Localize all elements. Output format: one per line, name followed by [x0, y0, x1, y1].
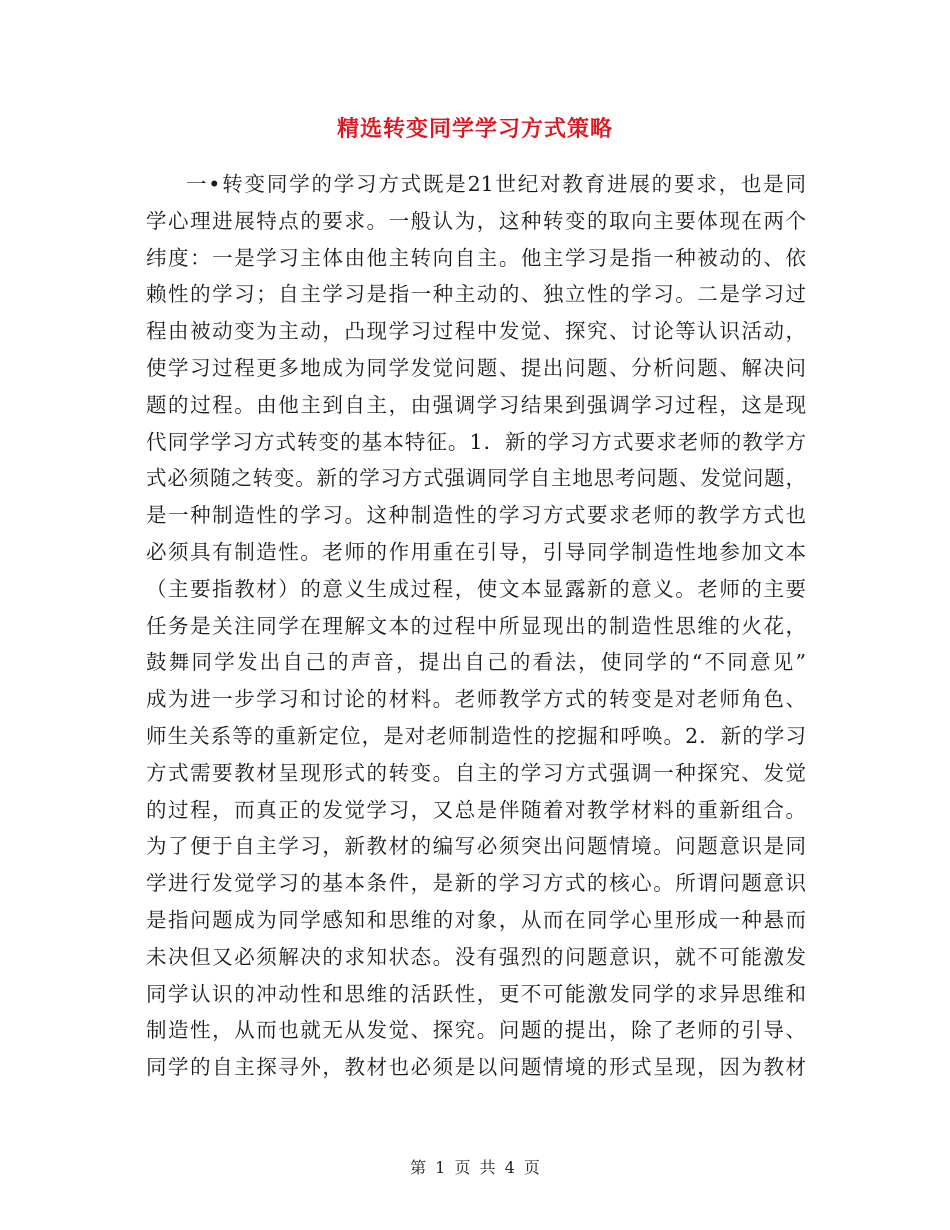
text-line: 同学的自主探寻外，教材也必须是以问题情境的形式呈现，因为教材	[146, 1055, 806, 1080]
text-line: 是指问题成为同学感知和思维的对象，从而在同学心里形成一种悬而	[146, 907, 806, 932]
text-line: 鼓舞同学发出自己的声音，提出自己的看法，使同学的“不同意见”	[146, 650, 806, 675]
page-title: 精选转变同学学习方式策略	[336, 116, 613, 142]
text-line: 题的过程。由他主到自主，由强调学习结果到强调学习过程，这是现	[146, 392, 806, 417]
text-line: 代同学学习方式转变的基本特征。1．新的学习方式要求老师的教学方	[146, 429, 806, 454]
text-line: 成为进一步学习和讨论的材料。老师教学方式的转变是对老师角色、	[146, 687, 806, 712]
text-line: 一•转变同学的学习方式既是21世纪对教育进展的要求，也是同	[186, 172, 806, 196]
text-line: 学进行发觉学习的基本条件，是新的学习方式的核心。所谓问题意识	[146, 871, 806, 896]
text-line: 学心理进展特点的要求。一般认为，这种转变的取向主要体现在两个	[146, 208, 806, 233]
text-line: 式必须随之转变。新的学习方式强调同学自主地思考问题、发觉问题，	[146, 466, 806, 491]
text-line: 方式需要教材呈现形式的转变。自主的学习方式强调一种探究、发觉	[146, 760, 806, 785]
text-line: 同学认识的冲动性和思维的活跃性，更不可能激发同学的求异思维和	[146, 981, 806, 1006]
text-line: 赖性的学习；自主学习是指一种主动的、独立性的学习。二是学习过	[146, 282, 806, 307]
text-line: 纬度：一是学习主体由他主转向自主。他主学习是指一种被动的、依	[146, 245, 806, 270]
text-line: 未决但又必须解决的求知状态。没有强烈的问题意识，就不可能激发	[146, 944, 806, 969]
text-line: 使学习过程更多地成为同学发觉问题、提出问题、分析问题、解决问	[146, 355, 806, 380]
text-line: 师生关系等的重新定位，是对老师制造性的挖掘和呼唤。2．新的学习	[146, 723, 806, 748]
body-paragraph	[146, 166, 806, 1086]
text-line: 是一种制造性的学习。这种制造性的学习方式要求老师的教学方式也	[146, 503, 806, 528]
page-number-footer: 第 1 页 共 4 页	[410, 1158, 540, 1177]
text-line: 为了便于自主学习，新教材的编写必须突出问题情境。问题意识是同	[146, 834, 806, 859]
text-line: 程由被动变为主动，凸现学习过程中发觉、探究、讨论等认识活动，	[146, 319, 806, 344]
text-line: （主要指教材）的意义生成过程，使文本显露新的意义。老师的主要	[146, 576, 806, 601]
text-line: 制造性，从而也就无从发觉、探究。问题的提出，除了老师的引导、	[146, 1018, 806, 1043]
text-line: 任务是关注同学在理解文本的过程中所显现出的制造性思维的火花，	[146, 613, 806, 638]
text-line: 的过程，而真正的发觉学习，又总是伴随着对教学材料的重新组合。	[146, 797, 806, 822]
text-line: 必须具有制造性。老师的作用重在引导，引导同学制造性地参加文本	[146, 539, 806, 564]
